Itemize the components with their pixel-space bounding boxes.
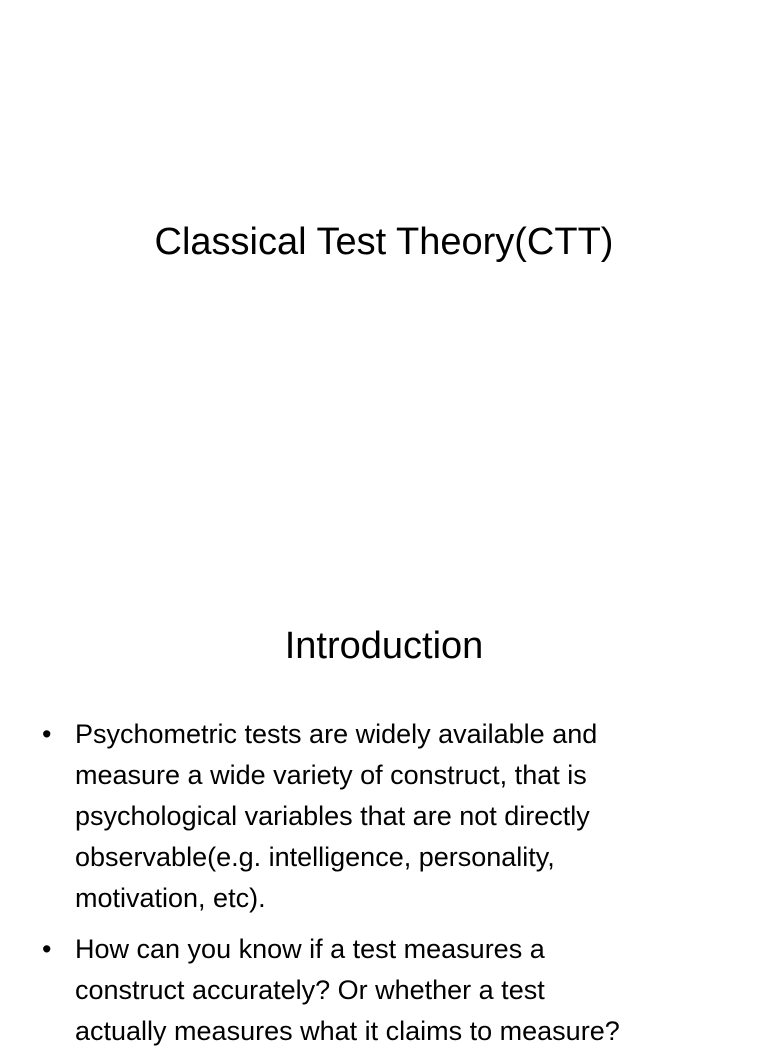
bullet-item [42, 929, 732, 1052]
slide-1-title: Classical Test Theory(CTT) [154, 221, 614, 263]
slide-2 [0, 576, 768, 1046]
bullet-text-line: How can you know if a test measures a [75, 934, 545, 964]
slide-2-title: Introduction [284, 625, 484, 667]
bullet-list [42, 714, 732, 1062]
bullet-icon: • [42, 934, 52, 964]
bullet-text-line: measure a wide variety of construct, that is [75, 760, 587, 790]
bullet-icon: • [42, 719, 52, 749]
bullet-item [42, 714, 732, 919]
bullet-text-line: actually measures what it claims to measure? [75, 1016, 620, 1046]
bullet-text-line: psychological variables that are not directly [75, 801, 590, 831]
bullet-text-line: construct accurately? Or whether a test [75, 975, 545, 1005]
bullet-text-line: Psychometric tests are widely available and [75, 719, 598, 749]
bullet-text-line: observable(e.g. intelligence, personality, [75, 842, 555, 872]
bullet-text-line: motivation, etc). [75, 883, 266, 913]
